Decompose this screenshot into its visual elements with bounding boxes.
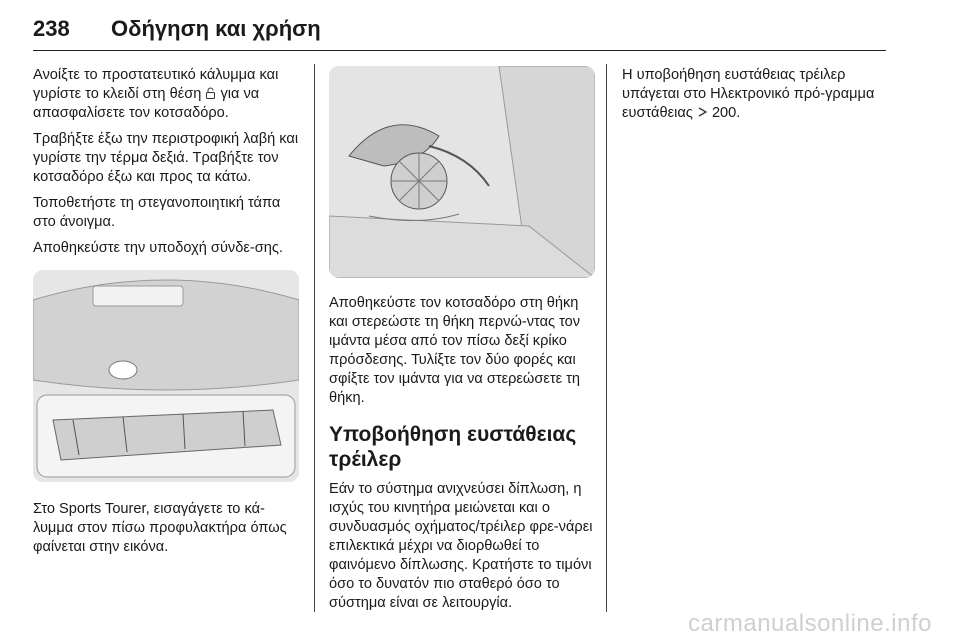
- paragraph-sway-detection: Εάν το σύστημα ανιχνεύσει δίπλωση, η ισχύς του κινητήρα μειώνεται και ο συνδυασμός οχήματος/τρέιλερ φρε-νάρει επιλεκτικά μέχρι να διορθωθεί το φαινόμενο δίπλωσης. Κρατήστε το τιμόνι όσο το δυνατόν πιο σταθερό όσο το σύστημα είναι σε λειτουργία.: [329, 481, 593, 611]
- towbar-storage-illustration: [329, 66, 595, 278]
- paragraph-sports-tourer: Στο Sports Tourer, εισαγάγετε το κά-λυμμα στον πίσω προφυλακτήρα όπως φαίνεται στην εικόνα.: [33, 501, 287, 555]
- paragraph-seal-cap: Τοποθετήστε τη στεγανοποιητική τάπα στο άνοιγμα.: [33, 195, 281, 230]
- column-1: [33, 66, 301, 564]
- lock-open-icon: [205, 87, 216, 99]
- page-number: 238: [33, 16, 70, 41]
- bumper-cover-illustration: [33, 270, 299, 482]
- paragraph-unlock: Ανοίξτε το προστατευτικό κάλυμμα και γυρίστε το κλειδί στη θέση για να απασφαλίσετε τον κοτσαδόρο.: [33, 67, 279, 121]
- column-2: [329, 66, 594, 620]
- chapter-title: Οδήγηση και χρήση: [111, 16, 321, 41]
- section-heading: Υποβοήθηση ευστάθειας τρέιλερ: [329, 423, 577, 471]
- paragraph-esc-reference: Η υποβοήθηση ευστάθειας τρέιλερ υπάγεται στο Ηλεκτρονικό πρό-γραμμα ευστάθειας 200.: [622, 67, 875, 121]
- paragraph-store-towbar: Αποθηκεύστε τον κοτσαδόρο στη θήκη και στερεώστε τη θήκη περνώ-ντας τον ιμάντα μέσα από τον πίσω δεξί κρίκο πρόσδεσης. Τυλίξτε τον δύο φορές και σφίξτε τον ιμάντα για να στερεώσετε τη θήκη.: [329, 295, 581, 406]
- column-divider: [606, 64, 607, 612]
- page-reference-icon: [697, 106, 708, 118]
- page-header: [33, 14, 886, 51]
- watermark: carmanualsonline.info: [688, 610, 932, 637]
- column-divider: [314, 64, 315, 612]
- paragraph-pull-handle: Τραβήξτε έξω την περιστροφική λαβή και γυρίστε την τέρμα δεξιά. Τραβήξτε τον κοτσαδόρο έξω και προς τα κάτω.: [33, 131, 299, 185]
- paragraph-store-socket: Αποθηκεύστε την υποδοχή σύνδε-σης.: [33, 240, 283, 256]
- column-3: [622, 66, 892, 130]
